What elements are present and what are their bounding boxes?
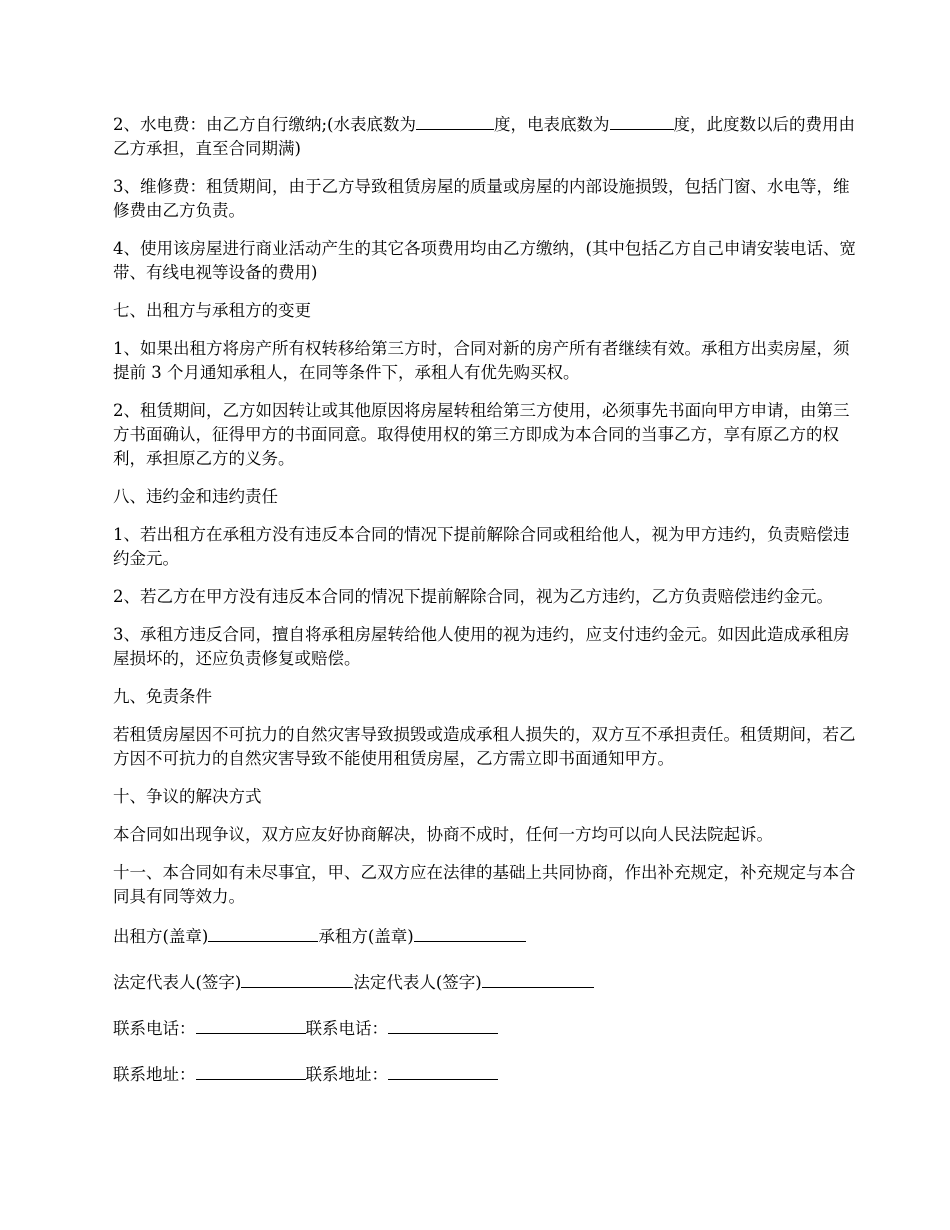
lessee-seal-blank	[414, 923, 526, 942]
section-heading-7: 七、出租方与承租方的变更	[113, 301, 311, 320]
clause-utilities-text-a: 2、水电费：由乙方自行缴纳;(水表底数为	[113, 115, 416, 134]
legal-rep-label-1: 法定代表人(签字)	[113, 973, 242, 992]
address-blank-2	[388, 1061, 498, 1080]
clause-ownership-transfer: 1、如果出租方将房产所有权转移给第三方时，合同对新的房产所有者继续有效。承租方出卖房屋，须提前 3 个月通知承租人，在同等条件下，承租人有优先购买权。	[113, 339, 850, 382]
clause-utilities	[113, 111, 858, 161]
clause-maintenance: 3、维修费：租赁期间，由于乙方导致租赁房屋的质量或房屋的内部设施损毁，包括门窗、水电等，维修费由乙方负责。	[113, 177, 850, 220]
clause-sublease: 2、租赁期间，乙方如因转让或其他原因将房屋转租给第三方使用，必须事先书面向甲方申请，由第三方书面确认，征得甲方的书面同意。取得使用权的第三方即成为本合同的当事乙方，享有原乙方的权利，承担原乙方的义务。	[113, 401, 850, 468]
electric-meter-blank	[610, 111, 674, 130]
lessee-seal-label: 承租方(盖章)	[318, 927, 414, 946]
legal-rep-label-2: 法定代表人(签字)	[353, 973, 482, 992]
phone-label-2: 联系电话：	[305, 1019, 388, 1038]
water-meter-blank	[416, 111, 494, 130]
address-label-2: 联系地址：	[305, 1065, 388, 1084]
address-blank-1	[196, 1061, 306, 1080]
contract-body	[113, 111, 858, 1107]
signature-line-phone	[113, 1015, 858, 1041]
section-heading-9: 九、免责条件	[113, 687, 212, 706]
phone-blank-2	[388, 1015, 498, 1034]
legal-rep-blank-2	[482, 969, 594, 988]
lessor-seal-label: 出租方(盖章)	[113, 927, 209, 946]
lessor-seal-blank	[208, 923, 318, 942]
section-heading-8: 八、违约金和违约责任	[113, 487, 278, 506]
legal-rep-blank-1	[241, 969, 353, 988]
section-heading-10: 十、争议的解决方式	[113, 787, 262, 806]
address-label-1: 联系地址：	[113, 1065, 196, 1084]
clause-force-majeure: 若租赁房屋因不可抗力的自然灾害导致损毁或造成承租人损失的，双方互不承担责任。租赁期间，若乙方因不可抗力的自然灾害导致不能使用租赁房屋，乙方需立即书面通知甲方。	[113, 725, 856, 768]
clause-dispute: 本合同如出现争议，双方应友好协商解决，协商不成时，任何一方均可以向人民法院起诉。	[113, 825, 773, 844]
clause-utilities-text-b: 度，电表底数为	[494, 115, 610, 134]
clause-utilities-text-c: 度，此度数以后的费用由乙方承担，直至合同期满)	[113, 115, 855, 158]
phone-label-1: 联系电话：	[113, 1019, 196, 1038]
clause-supplement: 十一、本合同如有未尽事宜，甲、乙双方应在法律的基础上共同协商，作出补充规定，补充规定与本合同具有同等效力。	[113, 863, 856, 906]
clause-lessor-breach: 1、若出租方在承租方没有违反本合同的情况下提前解除合同或租给他人，视为甲方违约，负责赔偿违约金元。	[113, 525, 850, 568]
clause-other-fees: 4、使用该房屋进行商业活动产生的其它各项费用均由乙方缴纳，(其中包括乙方自己申请安装电话、宽带、有线电视等设备的费用)	[113, 239, 856, 282]
signature-line-address	[113, 1061, 858, 1087]
phone-blank-1	[196, 1015, 306, 1034]
signature-line-seal	[113, 923, 858, 949]
signature-line-legal-rep	[113, 969, 858, 995]
clause-unauthorized-transfer: 3、承租方违反合同，擅自将承租房屋转给他人使用的视为违约，应支付违约金元。如因此造成承租房屋损坏的，还应负责修复或赔偿。	[113, 625, 850, 668]
clause-lessee-breach: 2、若乙方在甲方没有违反本合同的情况下提前解除合同，视为乙方违约，乙方负责赔偿违约金元。	[113, 587, 833, 606]
